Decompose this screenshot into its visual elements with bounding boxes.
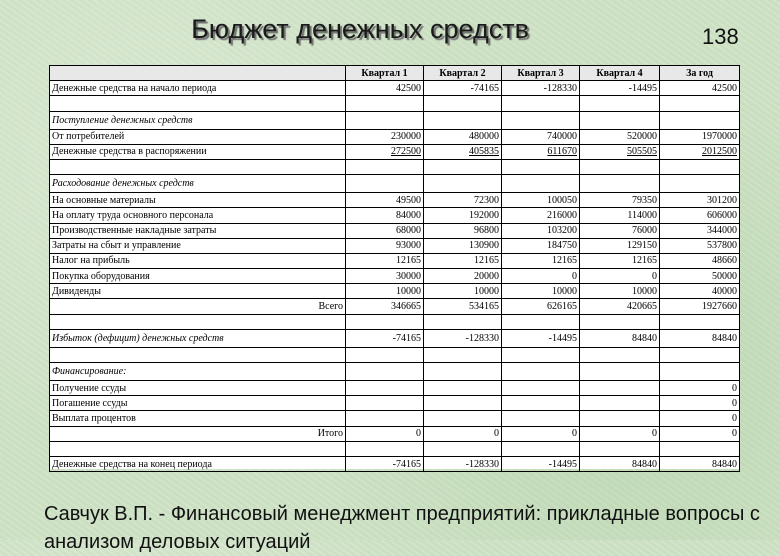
table-cell: 301200 — [660, 193, 740, 208]
table-cell: 405835 — [424, 144, 502, 159]
row-label — [50, 159, 346, 174]
row-label: Дивиденды — [50, 284, 346, 299]
table-cell: -14495 — [580, 81, 660, 96]
table-cell — [346, 396, 424, 411]
table-cell: -128330 — [502, 81, 580, 96]
table-cell: 0 — [660, 426, 740, 441]
table-cell: 30000 — [346, 269, 424, 284]
table-cell — [660, 347, 740, 362]
table-row — [50, 456, 740, 471]
table-cell: 230000 — [346, 129, 424, 144]
table-cell — [580, 441, 660, 456]
table-cell: 0 — [660, 381, 740, 396]
table-cell: -14495 — [502, 456, 580, 471]
table-row — [50, 441, 740, 456]
table-cell: 2012500 — [660, 144, 740, 159]
table-cell: 84840 — [660, 329, 740, 347]
table-row — [50, 314, 740, 329]
row-label — [50, 347, 346, 362]
table-row — [50, 284, 740, 299]
table-cell: -74165 — [346, 456, 424, 471]
table-cell — [424, 411, 502, 426]
table-row — [50, 347, 740, 362]
table-row — [50, 129, 740, 144]
row-label: Поступление денежных средств — [50, 111, 346, 129]
row-label — [50, 96, 346, 111]
table-cell — [660, 363, 740, 381]
row-label: Погашение ссуды — [50, 396, 346, 411]
table-cell — [502, 159, 580, 174]
table-cell — [660, 175, 740, 193]
row-label: На основные материалы — [50, 193, 346, 208]
table-cell — [424, 396, 502, 411]
table-cell — [424, 441, 502, 456]
table-cell: 346665 — [346, 299, 424, 314]
table-cell: 10000 — [580, 284, 660, 299]
table-cell — [580, 411, 660, 426]
table-cell — [424, 314, 502, 329]
table-cell: 79350 — [580, 193, 660, 208]
table-cell — [660, 96, 740, 111]
table-row — [50, 223, 740, 238]
table-cell — [660, 441, 740, 456]
table-cell — [424, 175, 502, 193]
table-cell: 100050 — [502, 193, 580, 208]
table-cell — [424, 96, 502, 111]
table-cell: 93000 — [346, 238, 424, 253]
table-cell: 0 — [580, 426, 660, 441]
table-cell — [660, 111, 740, 129]
table-cell — [502, 363, 580, 381]
table-cell: 84000 — [346, 208, 424, 223]
row-label: Избыток (дефицит) денежных средств — [50, 329, 346, 347]
table-row — [50, 111, 740, 129]
table-cell: 12165 — [502, 253, 580, 268]
row-label: Всего — [50, 299, 346, 314]
column-header: Квартал 1 — [346, 66, 424, 81]
table-cell: 49500 — [346, 193, 424, 208]
table-cell — [424, 363, 502, 381]
table-cell: 130900 — [424, 238, 502, 253]
row-label: Покупка оборудования — [50, 269, 346, 284]
table-cell: 84840 — [660, 456, 740, 471]
table-row — [50, 269, 740, 284]
table-row — [50, 175, 740, 193]
table-cell: 0 — [580, 269, 660, 284]
table-cell — [346, 381, 424, 396]
table-cell: 50000 — [660, 269, 740, 284]
table-cell: 626165 — [502, 299, 580, 314]
table-row — [50, 363, 740, 381]
table-cell — [346, 96, 424, 111]
table-cell: 20000 — [424, 269, 502, 284]
table-cell: 192000 — [424, 208, 502, 223]
row-label — [50, 441, 346, 456]
row-label: Денежные средства на начало периода — [50, 81, 346, 96]
table-row — [50, 329, 740, 347]
table-cell — [502, 381, 580, 396]
table-row — [50, 299, 740, 314]
table-cell: 68000 — [346, 223, 424, 238]
table-cell: 10000 — [502, 284, 580, 299]
table-cell: 0 — [502, 269, 580, 284]
table-cell: 48660 — [660, 253, 740, 268]
table-cell: 0 — [346, 426, 424, 441]
table-cell — [424, 381, 502, 396]
table-cell: -74165 — [424, 81, 502, 96]
table-cell: 480000 — [424, 129, 502, 144]
table-cell: -128330 — [424, 456, 502, 471]
table-cell: 606000 — [660, 208, 740, 223]
table-cell: 42500 — [660, 81, 740, 96]
table-cell — [346, 111, 424, 129]
table-cell: 344000 — [660, 223, 740, 238]
table-cell — [502, 396, 580, 411]
table-cell — [346, 441, 424, 456]
table-cell: 114000 — [580, 208, 660, 223]
table-cell: 520000 — [580, 129, 660, 144]
row-label — [50, 314, 346, 329]
table-cell: 12165 — [580, 253, 660, 268]
table-cell: 216000 — [502, 208, 580, 223]
row-label: Денежные средства на конец периода — [50, 456, 346, 471]
table-cell — [660, 314, 740, 329]
column-header — [50, 66, 346, 81]
table-cell: 129150 — [580, 238, 660, 253]
table-body — [50, 81, 740, 472]
table-cell — [660, 159, 740, 174]
table-cell — [580, 96, 660, 111]
table-cell — [502, 96, 580, 111]
table-row — [50, 396, 740, 411]
table-row — [50, 381, 740, 396]
table-cell: 42500 — [346, 81, 424, 96]
table-row — [50, 193, 740, 208]
table-cell — [580, 175, 660, 193]
budget-table-container — [49, 65, 739, 469]
table-row — [50, 253, 740, 268]
row-label: Затраты на сбыт и управление — [50, 238, 346, 253]
table-cell: 740000 — [502, 129, 580, 144]
table-cell: 84840 — [580, 329, 660, 347]
table-cell: 76000 — [580, 223, 660, 238]
table-cell: 12165 — [346, 253, 424, 268]
row-label: От потребителей — [50, 129, 346, 144]
table-cell — [424, 111, 502, 129]
table-cell — [346, 314, 424, 329]
table-cell: -74165 — [346, 329, 424, 347]
table-cell: 0 — [424, 426, 502, 441]
table-cell — [580, 396, 660, 411]
table-cell — [580, 381, 660, 396]
row-label: На оплату труда основного персонала — [50, 208, 346, 223]
table-cell — [502, 441, 580, 456]
column-header: Квартал 4 — [580, 66, 660, 81]
table-cell: 1927660 — [660, 299, 740, 314]
table-cell: 611670 — [502, 144, 580, 159]
table-header-row — [50, 66, 740, 81]
column-header: За год — [660, 66, 740, 81]
table-cell: 103200 — [502, 223, 580, 238]
table-cell — [346, 159, 424, 174]
row-label: Итого — [50, 426, 346, 441]
table-row — [50, 426, 740, 441]
table-cell — [502, 314, 580, 329]
table-cell — [346, 411, 424, 426]
column-header: Квартал 3 — [502, 66, 580, 81]
table-cell — [502, 111, 580, 129]
table-cell — [346, 175, 424, 193]
column-header: Квартал 2 — [424, 66, 502, 81]
table-cell: -128330 — [424, 329, 502, 347]
table-cell: 40000 — [660, 284, 740, 299]
table-cell: 96800 — [424, 223, 502, 238]
page-number: 138 — [702, 24, 739, 49]
table-cell — [580, 314, 660, 329]
table-cell — [424, 159, 502, 174]
row-label: Получение ссуды — [50, 381, 346, 396]
table-cell: 10000 — [346, 284, 424, 299]
table-cell — [502, 175, 580, 193]
row-label: Производственные накладные затраты — [50, 223, 346, 238]
table-cell: 1970000 — [660, 129, 740, 144]
table-cell: -14495 — [502, 329, 580, 347]
table-row — [50, 208, 740, 223]
table-row — [50, 144, 740, 159]
table-cell: 10000 — [424, 284, 502, 299]
table-cell — [424, 347, 502, 362]
row-label: Выплата процентов — [50, 411, 346, 426]
table-cell — [580, 363, 660, 381]
table-row — [50, 238, 740, 253]
table-cell: 0 — [660, 396, 740, 411]
table-cell — [580, 111, 660, 129]
table-cell — [502, 347, 580, 362]
table-row — [50, 159, 740, 174]
table-cell: 0 — [502, 426, 580, 441]
table-cell: 505505 — [580, 144, 660, 159]
table-cell — [502, 411, 580, 426]
table-cell: 537800 — [660, 238, 740, 253]
table-cell: 534165 — [424, 299, 502, 314]
table-row — [50, 81, 740, 96]
table-cell: 420665 — [580, 299, 660, 314]
table-cell — [580, 347, 660, 362]
table-cell: 84840 — [580, 456, 660, 471]
table-row — [50, 411, 740, 426]
row-label: Денежные средства в распоряжении — [50, 144, 346, 159]
table-row — [50, 96, 740, 111]
table-cell — [346, 363, 424, 381]
row-label: Расходование денежных средств — [50, 175, 346, 193]
source-citation: Савчук В.П. - Финансовый менеджмент предприятий: прикладные вопросы с анализом деловых ситуаций — [44, 503, 760, 553]
table-cell: 272500 — [346, 144, 424, 159]
page-title: Бюджет денежных средств — [191, 14, 529, 44]
table-cell: 72300 — [424, 193, 502, 208]
row-label: Налог на прибыль — [50, 253, 346, 268]
table-cell — [580, 159, 660, 174]
table-cell: 184750 — [502, 238, 580, 253]
cash-budget-table — [49, 65, 740, 472]
row-label: Финансирование: — [50, 363, 346, 381]
table-cell — [346, 347, 424, 362]
table-cell: 0 — [660, 411, 740, 426]
table-cell: 12165 — [424, 253, 502, 268]
